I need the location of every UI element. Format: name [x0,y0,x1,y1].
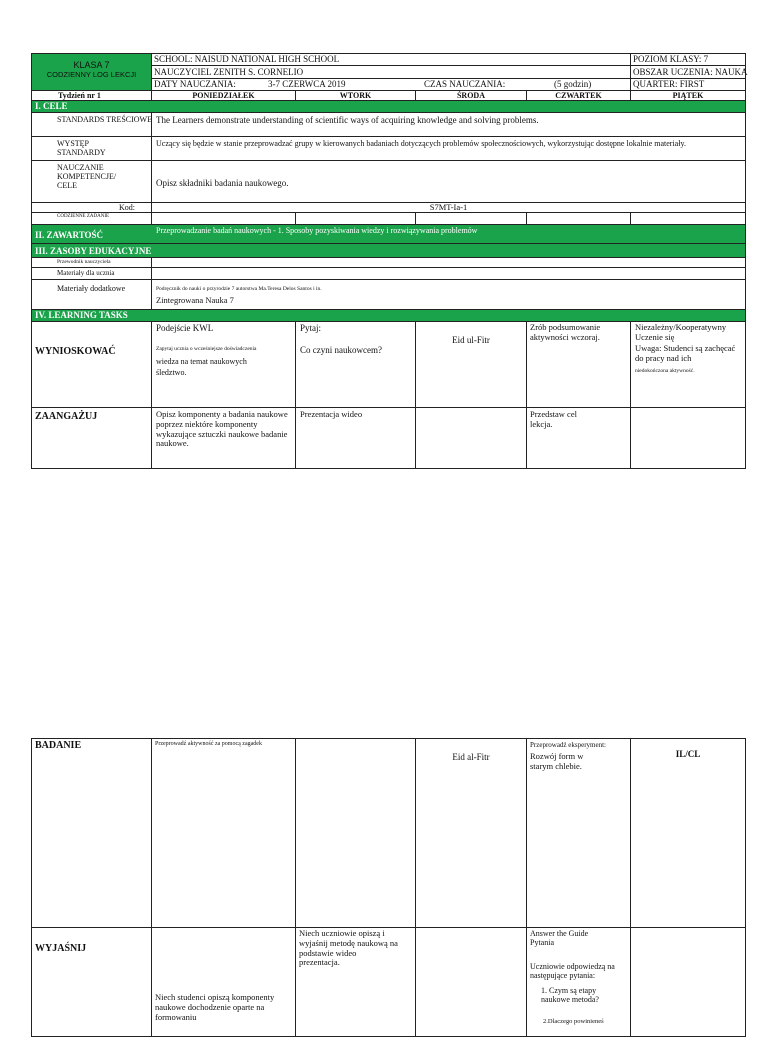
learning-area-cell [630,65,746,79]
performance-text: Uczący się będzie w stanie przeprowadzać grupy w kierowanych badaniach dotyczących problemów społecznościowych, wykorzystując dostępne lokalnie materiały. [156,139,686,148]
additional-materials-value-cell [151,279,746,310]
explore-thursday [526,738,631,928]
explain-monday [151,927,296,1037]
performance-label: WYSTĘP STANDARDY [57,139,106,158]
day-label-wednesday: ŚRODA [456,91,485,100]
explore-friday-text: IL/CL [675,749,701,759]
explore-wednesday [415,738,527,928]
elicit-friday-text-3: niedokończona aktywność. [635,368,695,374]
week-label: Tydzień nr 1 [58,91,101,100]
standards-label: STANDARDS TREŚCIOWE [57,115,152,124]
klasa-subtitle: CODZIENNY LOG LEKCJI [46,70,137,79]
elicit-friday-text-2: Uwaga: Studenci są zachęcać do pracy nad ich [635,343,736,363]
engage-thursday [526,407,631,469]
dates-label: DATY NAUCZANIA: [154,79,236,89]
explain-thursday-text-4: 2.Dlaczego powinieneś [543,1018,604,1025]
elicit-thursday [526,321,631,408]
competency-label: NAUCZANIE KOMPETENCJE/ CELE [57,163,117,191]
competency-text-cell [151,160,746,203]
section-zawartosc-band [31,224,746,244]
elicit-thursday-text: Zrób podsumowanie aktywności wczoraj. [530,322,601,342]
standards-text: The Learners demonstrate understanding of scientific ways of acquiring knowledge and solving problems. [156,115,539,125]
explain-thursday-text-3: 1. Czym są etapy naukowe metoda? [541,986,599,1005]
elicit-friday-text-1: Niezależny/Kooperatywny Uczenie się [635,322,727,342]
additional-materials-label-cell [31,279,152,310]
explain-monday-text: Niech studenci opiszą komponenty naukowe dochodzenie oparte na formowaniu [155,992,275,1022]
elicit-label: WYNIOSKOWAĆ [35,346,116,357]
explore-thursday-text-2: Rozwój form w starym chlebie. [530,751,584,771]
engage-label: ZAANGAŻUJ [35,411,98,422]
teacher-cell [151,65,631,79]
teacher-guide-label: Przewodnik nauczyciela [57,259,111,265]
performance-text-cell [151,136,746,161]
standards-label-cell [31,112,152,137]
competency-label-cell [31,160,152,203]
elicit-monday-text-4: śledztwo. [156,368,187,377]
engage-tuesday [295,407,416,469]
explore-tuesday [295,738,416,928]
explain-thursday-text-1: Answer the Guide Pytania [530,929,589,948]
kod-label: Kod: [119,203,135,212]
elicit-friday [630,321,746,408]
section-zasoby-band [31,243,746,258]
section-tasks-title: IV. LEARNING TASKS [35,310,128,320]
engage-monday-text: Opisz komponenty a badania naukowe poprzez niektóre komponenty wykazujące sztuczki naukowe badanie naukowe. [156,409,288,449]
elicit-wednesday [415,321,527,408]
explain-wednesday [415,927,527,1037]
explore-monday [151,738,296,928]
elicit-monday-text-1: Podejście KWL [156,323,214,333]
elicit-tuesday [295,321,416,408]
section-cele-title: I. CELE [35,101,68,111]
elicit-wednesday-text: Eid ul-Fitr [452,335,490,345]
explore-label-cell [31,738,152,928]
additional-materials-label: Materiały dodatkowe [57,284,126,293]
daily-task-label: CODZIENNE ZADANIE [57,214,110,219]
learning-area-text: OBSZAR UCZENIA: NAUKA [633,67,748,77]
learner-materials-label: Materiały dla ucznia [57,269,115,277]
explain-thursday [526,927,631,1037]
quarter-text: QUARTER: FIRST [633,79,705,89]
explain-friday [630,927,746,1037]
teacher-text: NAUCZYCIEL ZENITH S. CORNELIO [154,67,304,77]
section-zawartosc-title: II. ZAWARTOŚĆ [35,230,104,240]
performance-label-cell [31,136,152,161]
kod-value: S7MT-Ia-1 [429,202,468,212]
elicit-monday [151,321,296,408]
klasa-title: KLASA 7 [73,60,110,70]
school-text: SCHOOL: NAISUD NATIONAL HIGH SCHOOL [154,54,340,64]
explore-wednesday-text: Eid al-Fitr [452,752,490,762]
explain-label-cell [31,927,152,1037]
day-label-friday: PIĄTEK [672,91,704,100]
engage-tuesday-text: Prezentacja wideo [300,409,363,419]
elicit-tuesday-text-1: Pytaj: [300,323,322,333]
standards-text-cell [151,112,746,137]
explain-tuesday-text: Niech uczniowie opiszą i wyjaśnij metodę naukową na podstawie wideo prezentacja. [299,928,398,968]
elicit-label-cell [31,321,152,408]
explain-thursday-text-2: Uczniowie odpowiedzą na następujące pytania: [530,962,615,981]
engage-label-cell [31,407,152,469]
explain-label: WYJAŚNIJ [35,943,87,954]
day-label-tuesday: WTORK [339,91,372,100]
explore-label: BADANIE [35,740,82,751]
zawartosc-text: Przeprowadzanie badań naukowych - 1. Sposoby pozyskiwania wiedzy i rozwiązywania problemów [156,226,478,235]
klasa-block [31,53,152,91]
explore-friday [630,738,746,928]
explore-thursday-text-1: Przeprowadź eksperyment: [530,741,606,749]
engage-friday [630,407,746,469]
engage-monday [151,407,296,469]
explain-tuesday [295,927,416,1037]
explore-monday-text: Przeprowadź aktywność za pomocą zagadek [155,741,262,747]
additional-materials-text-2: Zintegrowana Nauka 7 [156,295,234,305]
time-label: CZAS NAUCZANIA: [424,79,506,89]
day-label-monday: PONIEDZIAŁEK [192,91,255,100]
grade-level-text: POZIOM KLASY: 7 [633,54,709,64]
elicit-monday-text-2: Zapytaj ucznia o wcześniejsze doświadczenia [156,346,257,352]
day-label-thursday: CZWARTEK [555,91,602,100]
dates-value: 3-7 CZERWCA 2019 [268,79,346,89]
engage-wednesday [415,407,527,469]
elicit-monday-text-3: wiedza na temat naukowych [156,357,247,366]
additional-materials-text-1: Podręcznik do nauki o przyrodzie 7 autorstwa Ma.Teresa Delos Santos i in. [156,286,322,292]
section-zasoby-title: III. ZASOBY EDUKACYJNE [35,246,152,256]
engage-thursday-text: Przedstaw cel lekcja. [530,409,577,429]
competency-text: Opisz składniki badania naukowego. [156,178,289,188]
time-value: (5 godzin) [554,79,592,89]
elicit-tuesday-text-2: Co czyni naukowcem? [300,345,382,355]
